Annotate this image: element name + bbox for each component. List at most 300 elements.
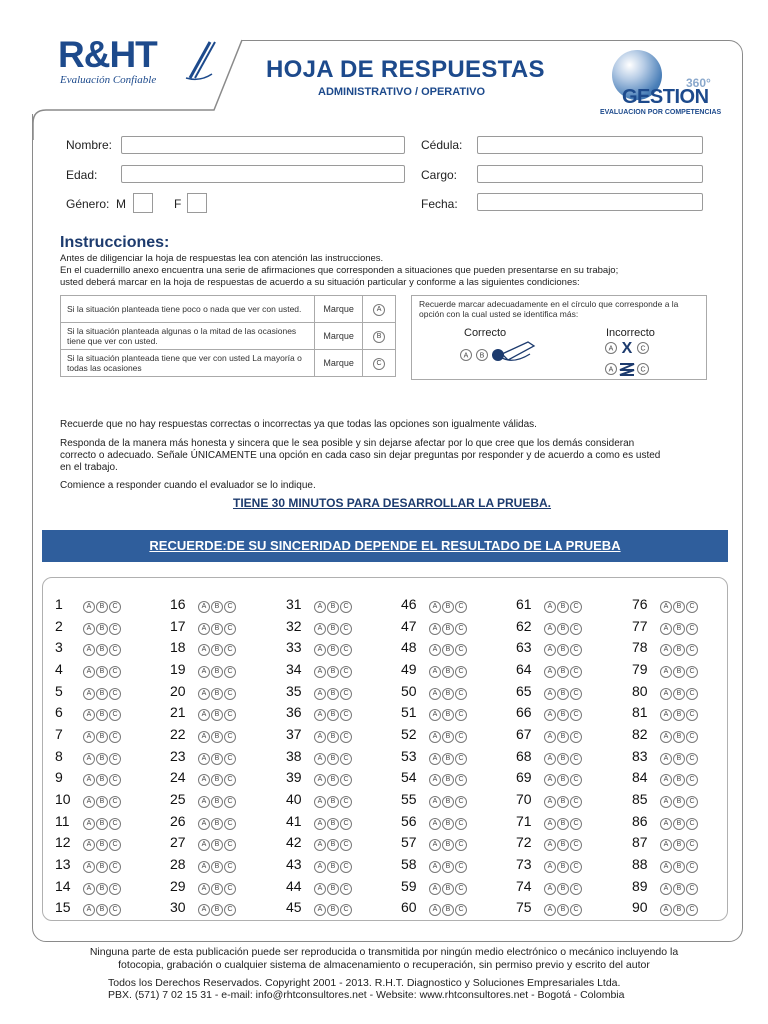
answer-bubble-c[interactable]: C xyxy=(340,861,352,873)
answer-bubble-a[interactable]: A xyxy=(83,796,95,808)
answer-bubble-c[interactable]: C xyxy=(109,623,121,635)
answer-bubble-b[interactable]: B xyxy=(673,731,685,743)
answer-options xyxy=(83,638,122,656)
cedula-field[interactable] xyxy=(477,136,703,154)
answer-bubble-b[interactable]: B xyxy=(557,731,569,743)
answer-bubble-c[interactable]: C xyxy=(570,623,582,635)
answer-bubble-b[interactable]: B xyxy=(327,709,339,721)
answer-bubble-c[interactable]: C xyxy=(340,753,352,765)
incorrect-label: Incorrecto xyxy=(606,327,655,339)
answer-bubble-c[interactable]: C xyxy=(340,883,352,895)
answer-bubble-c[interactable]: C xyxy=(570,731,582,743)
answer-bubble-b[interactable]: B xyxy=(673,709,685,721)
question-number: 32 xyxy=(286,617,302,634)
answer-bubble-b[interactable]: B xyxy=(557,753,569,765)
answer-bubble-a[interactable]: A xyxy=(314,601,326,613)
answer-bubble-c[interactable]: C xyxy=(455,861,467,873)
answer-bubble-b[interactable]: B xyxy=(442,883,454,895)
answer-bubble-c[interactable]: C xyxy=(686,796,698,808)
answer-bubble-c[interactable]: C xyxy=(455,904,467,916)
answer-bubble-a[interactable]: A xyxy=(660,818,672,830)
answer-bubble-a[interactable]: A xyxy=(314,623,326,635)
answer-bubble-a[interactable]: A xyxy=(314,731,326,743)
answer-bubble-a[interactable]: A xyxy=(314,688,326,700)
answer-bubble-a[interactable]: A xyxy=(544,731,556,743)
answer-bubble-b[interactable]: B xyxy=(327,839,339,851)
answer-bubble-b[interactable]: B xyxy=(96,774,108,786)
answer-bubble-a[interactable]: A xyxy=(660,796,672,808)
answer-bubble-a[interactable]: A xyxy=(660,666,672,678)
answer-bubble-a[interactable]: A xyxy=(429,731,441,743)
answer-bubble-a[interactable]: A xyxy=(198,731,210,743)
answer-bubble-b[interactable]: B xyxy=(211,753,223,765)
answer-bubble-a[interactable]: A xyxy=(314,709,326,721)
answer-bubble-b[interactable]: B xyxy=(96,666,108,678)
answer-bubble-c[interactable]: C xyxy=(224,904,236,916)
answer-bubble-c[interactable]: C xyxy=(686,731,698,743)
answer-bubble-c[interactable]: C xyxy=(686,688,698,700)
answer-bubble-c[interactable]: C xyxy=(570,839,582,851)
answer-bubble-b[interactable]: B xyxy=(442,839,454,851)
answer-bubble-b[interactable]: B xyxy=(211,818,223,830)
answer-bubble-a[interactable]: A xyxy=(198,796,210,808)
answer-bubble-a[interactable]: A xyxy=(544,904,556,916)
answer-bubble-b[interactable]: B xyxy=(442,774,454,786)
answer-bubble-b[interactable]: B xyxy=(557,666,569,678)
answer-bubble-c[interactable]: C xyxy=(455,883,467,895)
answer-bubble-a[interactable]: A xyxy=(198,623,210,635)
note-start: Comience a responder cuando el evaluador se lo indique. xyxy=(60,480,316,491)
answer-bubble-a[interactable]: A xyxy=(429,688,441,700)
answer-bubble-b[interactable]: B xyxy=(211,839,223,851)
answer-bubble-b[interactable]: B xyxy=(96,861,108,873)
answer-bubble-a[interactable]: A xyxy=(429,904,441,916)
answer-bubble-a[interactable]: A xyxy=(544,818,556,830)
answer-options xyxy=(429,747,468,765)
answer-bubble-c[interactable]: C xyxy=(340,644,352,656)
answer-bubble-a[interactable]: A xyxy=(544,883,556,895)
answer-bubble-c[interactable]: C xyxy=(686,904,698,916)
answer-column xyxy=(55,593,171,918)
answer-bubble-b[interactable]: B xyxy=(96,753,108,765)
answer-bubble-b[interactable]: B xyxy=(673,753,685,765)
answer-bubble-a[interactable]: A xyxy=(429,666,441,678)
answer-bubble-b[interactable]: B xyxy=(557,623,569,635)
answer-bubble-b[interactable]: B xyxy=(557,818,569,830)
answer-bubble-c[interactable]: C xyxy=(570,796,582,808)
answer-bubble-a[interactable]: A xyxy=(660,753,672,765)
answer-bubble-a[interactable]: A xyxy=(429,818,441,830)
answer-bubble-b[interactable]: B xyxy=(211,666,223,678)
answer-bubble-b[interactable]: B xyxy=(96,731,108,743)
answer-bubble-b[interactable]: B xyxy=(96,796,108,808)
answer-bubble-a[interactable]: A xyxy=(83,818,95,830)
answer-bubble-c[interactable]: C xyxy=(109,644,121,656)
answer-bubble-c[interactable]: C xyxy=(109,883,121,895)
answer-bubble-a[interactable]: A xyxy=(83,753,95,765)
answer-bubble-c[interactable]: C xyxy=(224,709,236,721)
answer-bubble-a[interactable]: A xyxy=(198,839,210,851)
question-row xyxy=(170,745,286,767)
answer-bubble-a[interactable]: A xyxy=(429,796,441,808)
answer-bubble-b[interactable]: B xyxy=(96,839,108,851)
answer-bubble-a[interactable]: A xyxy=(660,688,672,700)
genero-f-checkbox[interactable] xyxy=(187,193,207,213)
answer-bubble-a[interactable]: A xyxy=(544,796,556,808)
answer-bubble-a[interactable]: A xyxy=(83,666,95,678)
answer-bubble-b[interactable]: B xyxy=(211,774,223,786)
genero-m-checkbox[interactable] xyxy=(133,193,153,213)
answer-bubble-a[interactable]: A xyxy=(660,644,672,656)
answer-bubble-b[interactable]: B xyxy=(673,818,685,830)
answer-bubble-b[interactable]: B xyxy=(673,623,685,635)
logo-tagline: Evaluación Confiable xyxy=(60,74,157,86)
answer-bubble-b[interactable]: B xyxy=(327,644,339,656)
answer-bubble-a[interactable]: A xyxy=(660,883,672,895)
answer-bubble-a[interactable]: A xyxy=(660,839,672,851)
answer-bubble-c[interactable]: C xyxy=(224,883,236,895)
answer-bubble-a[interactable]: A xyxy=(314,818,326,830)
question-number: 57 xyxy=(401,834,417,851)
answer-bubble-a[interactable]: A xyxy=(198,644,210,656)
answer-bubble-c[interactable]: C xyxy=(455,753,467,765)
answer-bubble-c[interactable]: C xyxy=(340,601,352,613)
answer-bubble-c[interactable]: C xyxy=(340,666,352,678)
answer-bubble-b[interactable]: B xyxy=(327,688,339,700)
answer-bubble-a[interactable]: A xyxy=(83,839,95,851)
answer-bubble-c[interactable]: C xyxy=(340,818,352,830)
answer-bubble-a[interactable]: A xyxy=(429,644,441,656)
answer-bubble-b[interactable]: B xyxy=(557,688,569,700)
question-number: 44 xyxy=(286,877,302,894)
question-row xyxy=(516,853,632,875)
answer-bubble-c[interactable]: C xyxy=(570,709,582,721)
fecha-field[interactable] xyxy=(477,193,703,211)
answer-bubble-b[interactable]: B xyxy=(442,796,454,808)
answer-bubble-b[interactable]: B xyxy=(673,774,685,786)
question-row xyxy=(286,832,402,854)
answer-bubble-b[interactable]: B xyxy=(557,904,569,916)
answer-bubble-c[interactable]: C xyxy=(455,623,467,635)
answer-bubble-c[interactable]: C xyxy=(570,904,582,916)
answer-bubble-c[interactable]: C xyxy=(224,666,236,678)
answer-bubble-c[interactable]: C xyxy=(340,839,352,851)
answer-bubble-b[interactable]: B xyxy=(557,774,569,786)
answer-bubble-c[interactable]: C xyxy=(224,861,236,873)
answer-bubble-a[interactable]: A xyxy=(660,623,672,635)
answer-bubble-c[interactable]: C xyxy=(686,818,698,830)
question-number: 77 xyxy=(632,617,648,634)
answer-bubble-a[interactable]: A xyxy=(198,883,210,895)
answer-bubble-c[interactable]: C xyxy=(109,601,121,613)
answer-bubble-a[interactable]: A xyxy=(198,774,210,786)
answer-bubble-a[interactable]: A xyxy=(198,709,210,721)
answer-bubble-a[interactable]: A xyxy=(314,774,326,786)
answer-bubble-b[interactable]: B xyxy=(557,883,569,895)
answer-bubble-a[interactable]: A xyxy=(198,688,210,700)
answer-bubble-a[interactable]: A xyxy=(429,623,441,635)
answer-bubble-a[interactable]: A xyxy=(314,861,326,873)
answer-bubble-c[interactable]: C xyxy=(224,753,236,765)
answer-bubble-c[interactable]: C xyxy=(570,753,582,765)
answer-bubble-c[interactable]: C xyxy=(109,818,121,830)
answer-bubble-b[interactable]: B xyxy=(96,688,108,700)
answer-bubble-c[interactable]: C xyxy=(686,709,698,721)
answer-bubble-c[interactable]: C xyxy=(109,839,121,851)
answer-bubble-b[interactable]: B xyxy=(327,623,339,635)
answer-bubble-a[interactable]: A xyxy=(544,861,556,873)
answer-bubble-a[interactable]: A xyxy=(83,644,95,656)
answer-bubble-b[interactable]: B xyxy=(211,861,223,873)
answer-bubble-b[interactable]: B xyxy=(327,883,339,895)
answer-bubble-b[interactable]: B xyxy=(673,796,685,808)
answer-bubble-a[interactable]: A xyxy=(83,688,95,700)
answer-bubble-a[interactable]: A xyxy=(198,818,210,830)
cargo-field[interactable] xyxy=(477,165,703,183)
answer-bubble-c[interactable]: C xyxy=(455,709,467,721)
answer-bubble-a[interactable]: A xyxy=(314,666,326,678)
answer-bubble-c[interactable]: C xyxy=(109,904,121,916)
answer-bubble-b[interactable]: B xyxy=(442,861,454,873)
answer-bubble-b[interactable]: B xyxy=(327,861,339,873)
answer-bubble-c[interactable]: C xyxy=(455,796,467,808)
answer-bubble-b[interactable]: B xyxy=(557,644,569,656)
answer-bubble-a[interactable]: A xyxy=(544,709,556,721)
answer-bubble-a[interactable]: A xyxy=(314,904,326,916)
answer-bubble-b[interactable]: B xyxy=(211,623,223,635)
answer-bubble-b[interactable]: B xyxy=(442,623,454,635)
answer-bubble-c[interactable]: C xyxy=(455,818,467,830)
answer-bubble-b[interactable]: B xyxy=(557,839,569,851)
answer-bubble-c[interactable]: C xyxy=(224,644,236,656)
answer-bubble-c[interactable]: C xyxy=(570,818,582,830)
answer-bubble-b[interactable]: B xyxy=(673,666,685,678)
answer-bubble-a[interactable]: A xyxy=(544,839,556,851)
answer-bubble-c[interactable]: C xyxy=(109,731,121,743)
answer-bubble-b[interactable]: B xyxy=(96,709,108,721)
answer-bubble-a[interactable]: A xyxy=(660,731,672,743)
answer-options xyxy=(429,877,468,895)
answer-bubble-b[interactable]: B xyxy=(327,601,339,613)
answer-bubble-a[interactable]: A xyxy=(314,796,326,808)
answer-bubble-b[interactable]: B xyxy=(673,839,685,851)
answer-bubble-a[interactable]: A xyxy=(544,644,556,656)
answer-bubble-b[interactable]: B xyxy=(557,601,569,613)
answer-bubble-b[interactable]: B xyxy=(327,666,339,678)
answer-bubble-c[interactable]: C xyxy=(686,644,698,656)
answer-bubble-c[interactable]: C xyxy=(686,774,698,786)
answer-bubble-b[interactable]: B xyxy=(211,644,223,656)
question-row xyxy=(286,615,402,637)
answer-bubble-c[interactable]: C xyxy=(455,774,467,786)
answer-bubble-a[interactable]: A xyxy=(544,688,556,700)
answer-bubble-c[interactable]: C xyxy=(455,601,467,613)
answer-bubble-b[interactable]: B xyxy=(557,796,569,808)
answer-bubble-b[interactable]: B xyxy=(327,818,339,830)
answer-bubble-a[interactable]: A xyxy=(83,709,95,721)
answer-bubble-b[interactable]: B xyxy=(673,883,685,895)
answer-bubble-a[interactable]: A xyxy=(83,861,95,873)
answer-bubble-c[interactable]: C xyxy=(224,688,236,700)
answer-bubble-a[interactable]: A xyxy=(429,601,441,613)
answer-column xyxy=(170,593,286,918)
answer-bubble-a[interactable]: A xyxy=(660,861,672,873)
answer-bubble-c[interactable]: C xyxy=(224,774,236,786)
answer-bubble-c[interactable]: C xyxy=(340,688,352,700)
answer-bubble-a[interactable]: A xyxy=(544,753,556,765)
answer-bubble-c[interactable]: C xyxy=(109,774,121,786)
answer-bubble-b[interactable]: B xyxy=(442,709,454,721)
answer-bubble-c[interactable]: C xyxy=(224,818,236,830)
question-number: 26 xyxy=(170,812,186,829)
answer-bubble-c[interactable]: C xyxy=(686,861,698,873)
answer-bubble-a[interactable]: A xyxy=(544,623,556,635)
answer-bubble-b[interactable]: B xyxy=(327,731,339,743)
answer-bubble-c[interactable]: C xyxy=(109,861,121,873)
answer-bubble-b[interactable]: B xyxy=(96,904,108,916)
answer-bubble-a[interactable]: A xyxy=(429,753,441,765)
answer-bubble-c[interactable]: C xyxy=(109,709,121,721)
answer-bubble-b[interactable]: B xyxy=(211,796,223,808)
answer-bubble-a[interactable]: A xyxy=(429,839,441,851)
answer-bubble-b[interactable]: B xyxy=(96,623,108,635)
answer-bubble-c[interactable]: C xyxy=(340,709,352,721)
answer-bubble-c[interactable]: C xyxy=(224,601,236,613)
question-row xyxy=(516,875,632,897)
answer-bubble-b[interactable]: B xyxy=(327,753,339,765)
answer-bubble-b[interactable]: B xyxy=(327,796,339,808)
answer-bubble-b[interactable]: B xyxy=(442,753,454,765)
answer-bubble-c[interactable]: C xyxy=(455,688,467,700)
answer-bubble-b[interactable]: B xyxy=(211,709,223,721)
answer-bubble-b[interactable]: B xyxy=(673,601,685,613)
answer-bubble-a[interactable]: A xyxy=(314,839,326,851)
answer-bubble-b[interactable]: B xyxy=(442,731,454,743)
answer-bubble-b[interactable]: B xyxy=(327,774,339,786)
answer-bubble-b[interactable]: B xyxy=(211,883,223,895)
answer-bubble-b[interactable]: B xyxy=(211,731,223,743)
answer-bubble-c[interactable]: C xyxy=(570,666,582,678)
answer-bubble-a[interactable]: A xyxy=(660,601,672,613)
answer-bubble-a[interactable]: A xyxy=(660,709,672,721)
answer-bubble-a[interactable]: A xyxy=(314,753,326,765)
answer-bubble-a[interactable]: A xyxy=(198,666,210,678)
answer-bubble-c[interactable]: C xyxy=(340,623,352,635)
answer-bubble-b[interactable]: B xyxy=(327,904,339,916)
answer-bubble-b[interactable]: B xyxy=(442,666,454,678)
answer-bubble-a[interactable]: A xyxy=(83,601,95,613)
answer-bubble-c[interactable]: C xyxy=(570,861,582,873)
answer-bubble-a[interactable]: A xyxy=(544,774,556,786)
answer-bubble-b[interactable]: B xyxy=(557,861,569,873)
edad-field[interactable] xyxy=(121,165,405,183)
answer-bubble-c[interactable]: C xyxy=(455,839,467,851)
answer-bubble-a[interactable]: A xyxy=(660,904,672,916)
answer-bubble-c[interactable]: C xyxy=(109,796,121,808)
question-number: 4 xyxy=(55,660,63,677)
answer-bubble-b[interactable]: B xyxy=(211,904,223,916)
answer-bubble-c[interactable]: C xyxy=(224,839,236,851)
answer-bubble-c[interactable]: C xyxy=(686,753,698,765)
answer-bubble-c[interactable]: C xyxy=(686,666,698,678)
answer-bubble-a[interactable]: A xyxy=(83,731,95,743)
answer-bubble-a[interactable]: A xyxy=(83,883,95,895)
answer-bubble-b[interactable]: B xyxy=(211,688,223,700)
answer-bubble-c[interactable]: C xyxy=(224,796,236,808)
answer-bubble-b[interactable]: B xyxy=(442,601,454,613)
question-number: 21 xyxy=(170,704,186,721)
answer-bubble-c[interactable]: C xyxy=(455,731,467,743)
answer-bubble-b[interactable]: B xyxy=(673,644,685,656)
answer-bubble-a[interactable]: A xyxy=(83,774,95,786)
answer-bubble-b[interactable]: B xyxy=(96,883,108,895)
answer-bubble-a[interactable]: A xyxy=(314,883,326,895)
answer-bubble-b[interactable]: B xyxy=(96,818,108,830)
answer-options xyxy=(83,833,122,851)
answer-bubble-c[interactable]: C xyxy=(570,601,582,613)
answer-bubble-c[interactable]: C xyxy=(109,753,121,765)
answer-bubble-a[interactable]: A xyxy=(429,883,441,895)
answer-bubble-c[interactable]: C xyxy=(570,883,582,895)
answer-bubble-a[interactable]: A xyxy=(544,666,556,678)
answer-bubble-a[interactable]: A xyxy=(198,904,210,916)
answer-bubble-c[interactable]: C xyxy=(455,644,467,656)
answer-bubble-c[interactable]: C xyxy=(570,774,582,786)
answer-bubble-c[interactable]: C xyxy=(686,601,698,613)
answer-bubble-c[interactable]: C xyxy=(340,731,352,743)
answer-bubble-c[interactable]: C xyxy=(686,839,698,851)
answer-bubble-b[interactable]: B xyxy=(673,904,685,916)
answer-bubble-c[interactable]: C xyxy=(340,904,352,916)
answer-bubble-c[interactable]: C xyxy=(109,688,121,700)
answer-bubble-a[interactable]: A xyxy=(660,774,672,786)
answer-bubble-c[interactable]: C xyxy=(340,774,352,786)
answer-bubble-a[interactable]: A xyxy=(429,709,441,721)
question-number: 23 xyxy=(170,747,186,764)
answer-bubble-c[interactable]: C xyxy=(109,666,121,678)
answer-bubble-b[interactable]: B xyxy=(211,601,223,613)
answer-bubble-b[interactable]: B xyxy=(557,709,569,721)
answer-bubble-a[interactable]: A xyxy=(314,644,326,656)
answer-bubble-c[interactable]: C xyxy=(570,644,582,656)
answer-bubble-a[interactable]: A xyxy=(83,904,95,916)
answer-bubble-c[interactable]: C xyxy=(686,883,698,895)
answer-bubble-b[interactable]: B xyxy=(673,688,685,700)
answer-bubble-b[interactable]: B xyxy=(96,601,108,613)
answer-bubble-c[interactable]: C xyxy=(224,731,236,743)
answer-bubble-c[interactable]: C xyxy=(455,666,467,678)
answer-bubble-b[interactable]: B xyxy=(673,861,685,873)
answer-bubble-c[interactable]: C xyxy=(224,623,236,635)
answer-bubble-b[interactable]: B xyxy=(442,688,454,700)
answer-options xyxy=(544,660,583,678)
answer-bubble-b[interactable]: B xyxy=(442,644,454,656)
answer-bubble-a[interactable]: A xyxy=(429,774,441,786)
nombre-field[interactable] xyxy=(121,136,405,154)
answer-bubble-b[interactable]: B xyxy=(96,644,108,656)
answer-bubble-c[interactable]: C xyxy=(570,688,582,700)
answer-bubble-b[interactable]: B xyxy=(442,818,454,830)
answer-bubble-a[interactable]: A xyxy=(198,753,210,765)
answer-bubble-a[interactable]: A xyxy=(544,601,556,613)
answer-bubble-c[interactable]: C xyxy=(340,796,352,808)
answer-bubble-a[interactable]: A xyxy=(429,861,441,873)
answer-bubble-a[interactable]: A xyxy=(198,861,210,873)
answer-bubble-a[interactable]: A xyxy=(83,623,95,635)
answer-bubble-a[interactable]: A xyxy=(198,601,210,613)
answer-bubble-c[interactable]: C xyxy=(686,623,698,635)
answer-bubble-b[interactable]: B xyxy=(442,904,454,916)
